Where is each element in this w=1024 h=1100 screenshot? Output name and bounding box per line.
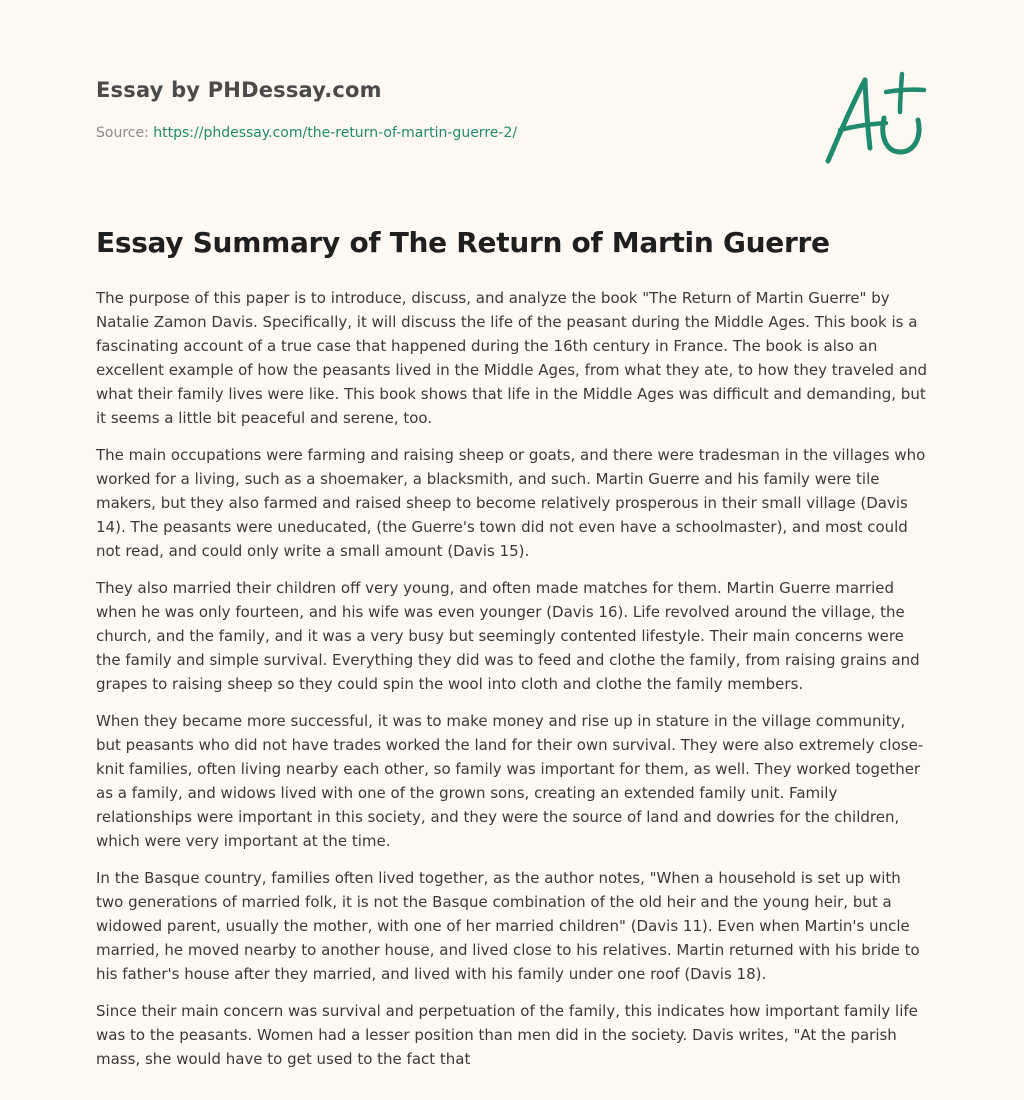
site-brand: Essay by PHDessay.com <box>96 78 382 102</box>
a-plus-logo-icon <box>820 68 930 168</box>
essay-paragraph: When they became more successful, it was to make money and rise up in stature in the village community, but peasants who did not have trades worked the land for their own survival. They were also extremely close-knit families, often living nearby each other, so family was important for them, as well. They worked together as a family, and widows lived with one of the grown sons, creating an extended family unit. Family relationships were important in this society, and they were the source of land and dowries for the children, which were very important at the time. <box>96 712 924 850</box>
source-line <box>96 125 517 141</box>
document-page <box>96 0 930 1100</box>
document-header <box>96 78 930 168</box>
essay-paragraph: They also married their children off very young, and often made matches for them. Martin Guerre married when he was only fourteen, and his wife was even younger (Davis 16). Life revolved around the village, the church, and the family, and it was a very busy but seemingly contented lifestyle. Their main concerns were the family and simple survival. Everything they did was to feed and clothe the family, from raising grains and grapes to raising sheep so they could spin the wool into cloth and clothe the family members. <box>96 579 920 693</box>
source-link[interactable]: https://phdessay.com/the-return-of-martin-guerre-2/ <box>153 125 518 141</box>
source-label: Source: <box>96 125 154 141</box>
essay-paragraph: The purpose of this paper is to introduce, discuss, and analyze the book "The Return of Martin Guerre" by Natalie Zamon Davis. Specifically, it will discuss the life of the peasant during the Middle Ages. This book is a fascinating account of a true case that happened during the 16th century in France. The book is also an excellent example of how the peasants lived in the Middle Ages, from what they ate, to how they traveled and what their family lives were like. This book shows that life in the Middle Ages was difficult and demanding, but it seems a little bit peaceful and serene, too. <box>96 289 928 427</box>
essay-body <box>96 286 930 1084</box>
essay-paragraph: The main occupations were farming and raising sheep or goats, and there were tradesman in the villages who worked for a living, such as a shoemaker, a blacksmith, and such. Martin Guerre and his family were tile makers, but they also farmed and raised sheep to become relatively prosperous in their small village (Davis 14). The peasants were uneducated, (the Guerre's town did not even have a schoolmaster), and most could not read, and could only write a small amount (Davis 15). <box>96 446 926 560</box>
essay-paragraph: In the Basque country, families often lived together, as the author notes, "When a household is set up with two generations of married folk, it is not the Basque combination of the old heir and the young heir, but a widowed parent, usually the mother, with one of her married children" (Davis 11). Even when Martin's uncle married, he moved nearby to another house, and lived close to his relatives. Martin returned with his bride to his father's house after they married, and lived with his family under one roof (Davis 18). <box>96 869 920 983</box>
essay-title: Essay Summary of The Return of Martin Guerre <box>96 226 830 259</box>
essay-paragraph: Since their main concern was survival and perpetuation of the family, this indicates how important family life was to the peasants. Women had a lesser position than men did in the society. Davis writes, "At the parish mass, she would have to get used to the fact that <box>96 1002 918 1068</box>
